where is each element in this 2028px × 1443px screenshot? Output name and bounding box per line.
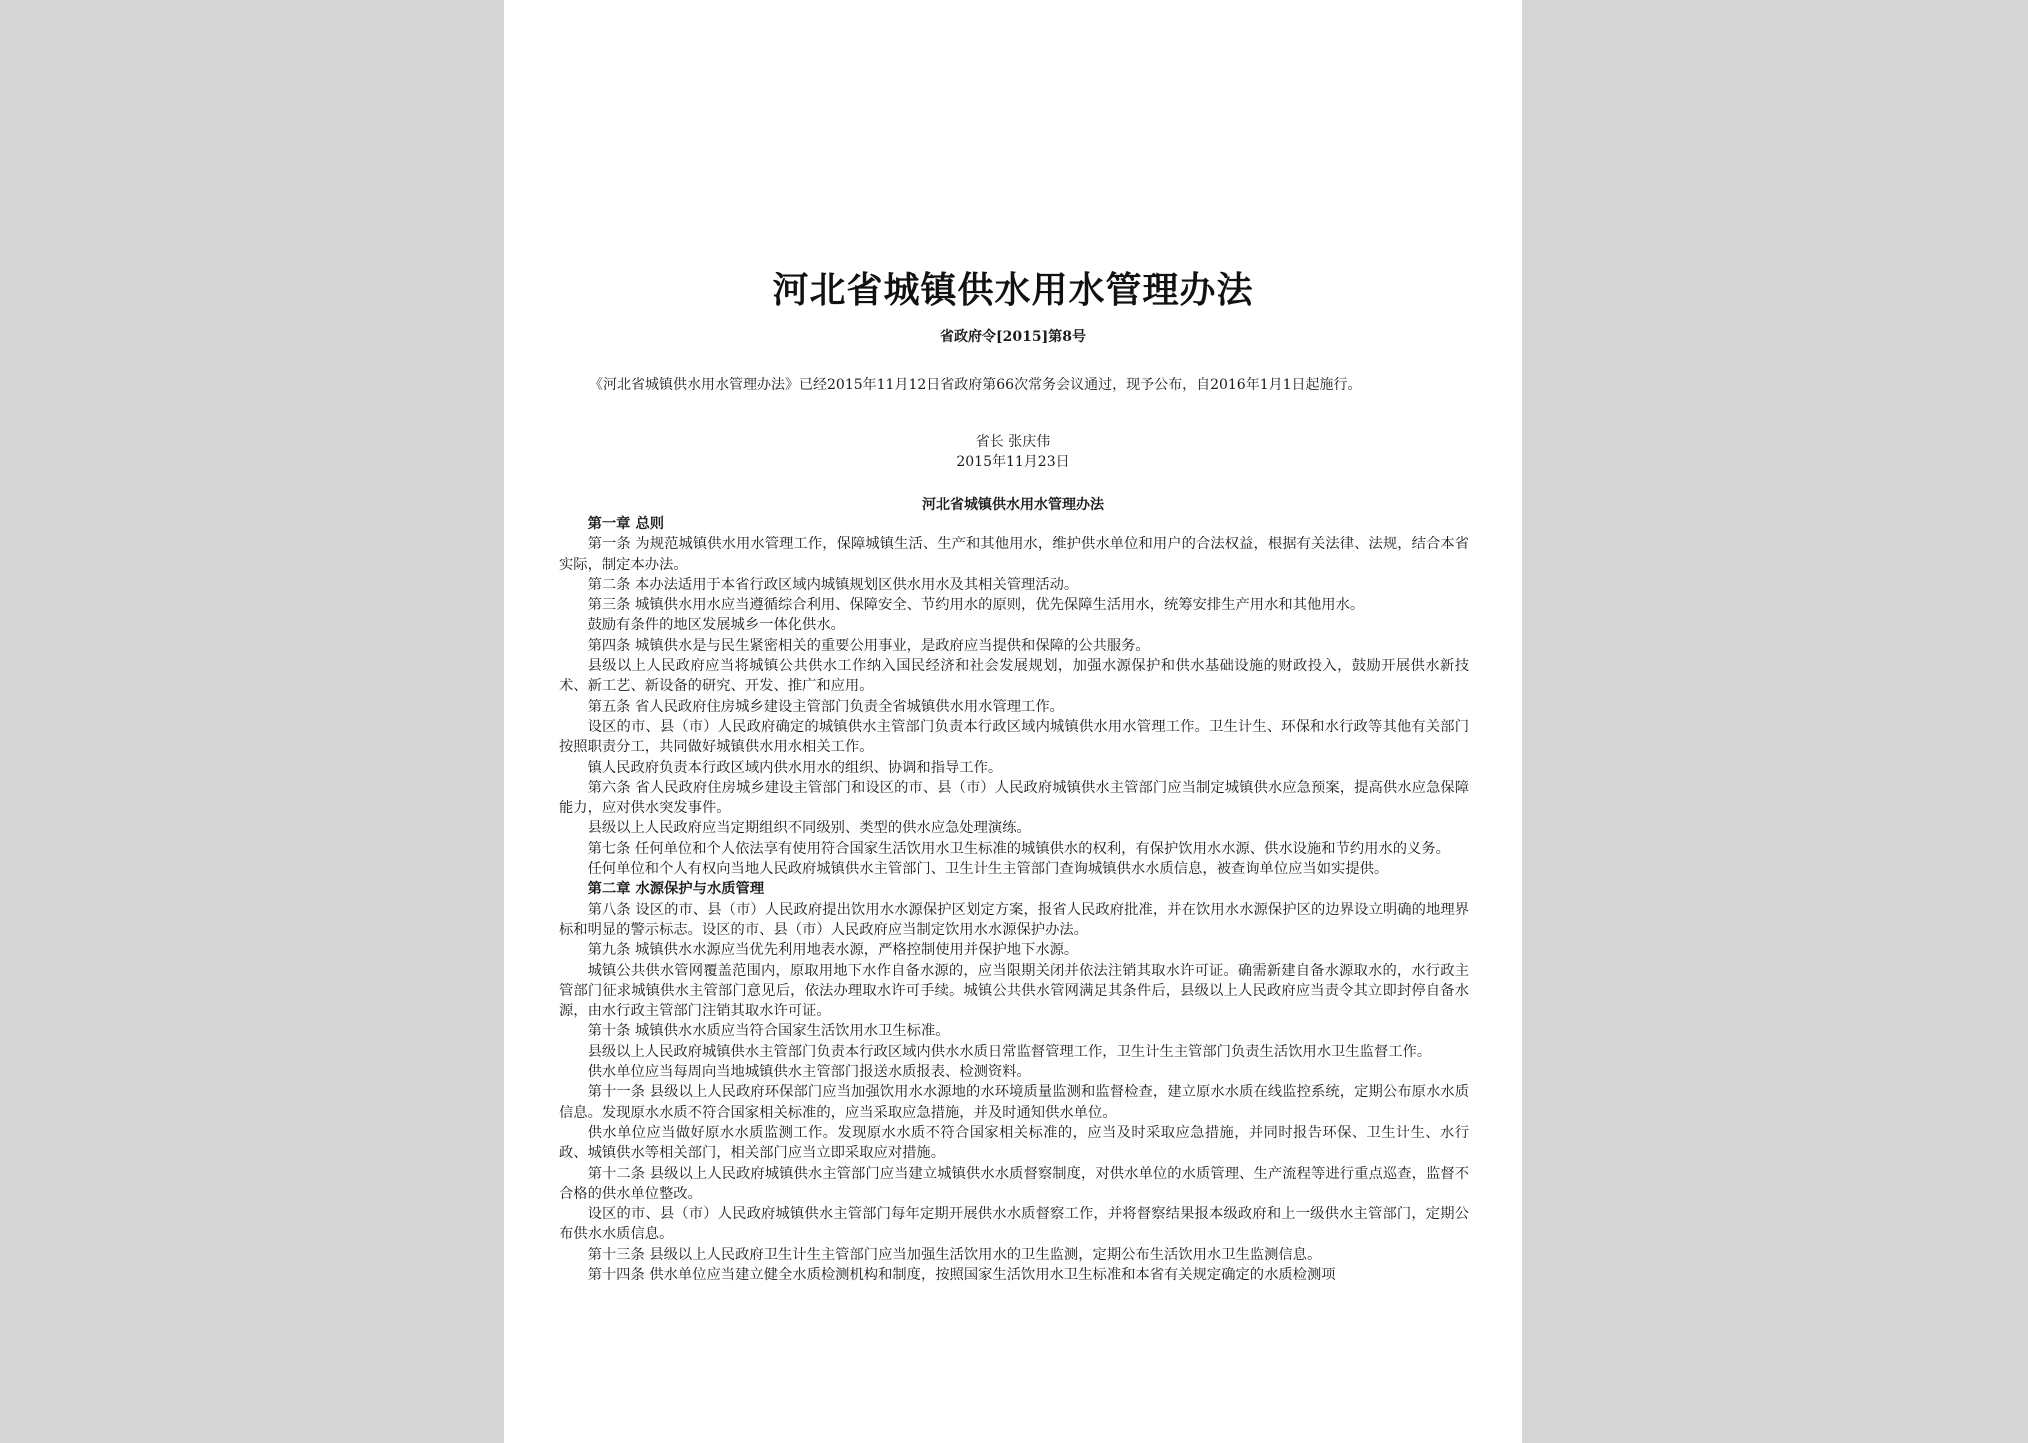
document-page (504, 0, 1522, 1443)
document-title: 河北省城镇供水用水管理办法 (772, 269, 1254, 311)
article-paragraph: 供水单位应当每周向当地城镇供水主管部门报送水质报表、检测资料。 (587, 1064, 1031, 1081)
regulation-title: 河北省城镇供水用水管理办法 (922, 497, 1104, 513)
article-paragraph: 县级以上人民政府应当将城镇公共供水工作纳入国民经济和社会发展规划，加强水源保护和供水基础设施的财政投入，鼓励开展供水新技术、新工艺、新设备的研究、开发、推广和应用。 (559, 658, 1469, 695)
article-paragraph: 镇人民政府负责本行政区域内供水用水的组织、协调和指导工作。 (587, 759, 1003, 776)
article-paragraph: 任何单位和个人有权向当地人民政府城镇供水主管部门、卫生计生主管部门查询城镇供水水质信息，被查询单位应当如实提供。 (587, 861, 1389, 878)
regulation-body (559, 514, 1469, 1285)
order-number: 省政府令[2015]第8号 (940, 329, 1086, 345)
article-paragraph: 第八条 设区的市、县（市）人民政府提出饮用水水源保护区划定方案，报省人民政府批准，并在饮用水水源保护区的边界设立明确的地理界标和明显的警示标志。设区的市、县（市）人民政府应当制定饮用水水源保护办法。 (559, 901, 1469, 938)
article-paragraph: 第二条 本办法适用于本省行政区域内城镇规划区供水用水及其相关管理活动。 (587, 576, 1079, 593)
article-paragraph: 第五条 省人民政府住房城乡建设主管部门负责全省城镇供水用水管理工作。 (587, 698, 1064, 715)
article-paragraph: 第十一条 县级以上人民政府环保部门应当加强饮用水水源地的水环境质量监测和监督检查，建立原水水质在线监控系统，定期公布原水水质信息。发现原水水质不符合国家相关标准的，应当采取应急措施，并及时通知供水单位。 (559, 1084, 1469, 1121)
article-paragraph: 设区的市、县（市）人民政府确定的城镇供水主管部门负责本行政区域内城镇供水用水管理工作。卫生计生、环保和水行政等其他有关部门按照职责分工，共同做好城镇供水用水相关工作。 (559, 718, 1469, 756)
article-paragraph: 第十条 城镇供水水质应当符合国家生活饮用水卫生标准。 (587, 1023, 950, 1040)
article-paragraph: 县级以上人民政府城镇供水主管部门负责本行政区域内供水水质日常监督管理工作，卫生计生主管部门负责生活饮用水卫生监督工作。 (587, 1043, 1432, 1060)
article-paragraph: 供水单位应当做好原水水质监测工作。发现原水水质不符合国家相关标准的，应当及时采取应急措施，并同时报告环保、卫生计生、水行政、城镇供水等相关部门，相关部门应当立即采取应对措施。 (559, 1124, 1469, 1162)
article-paragraph: 第九条 城镇供水水源应当优先利用地表水源，严格控制使用并保护地下水源。 (587, 942, 1079, 959)
article-paragraph: 鼓励有条件的地区发展城乡一体化供水。 (587, 617, 845, 634)
article-paragraph: 第四条 城镇供水是与民生紧密相关的重要公用事业，是政府应当提供和保障的公共服务。 (587, 637, 1150, 654)
chapter-heading: 第一章 总则 (587, 516, 665, 532)
signing-date: 2015年11月23日 (956, 454, 1070, 470)
article-paragraph: 第十二条 县级以上人民政府城镇供水主管部门应当建立城镇供水水质督察制度，对供水单位的水质管理、生产流程等进行重点巡查，监督不合格的供水单位整改。 (559, 1165, 1469, 1202)
chapter-heading: 第二章 水源保护与水质管理 (587, 881, 765, 898)
article-paragraph: 第一条 为规范城镇供水用水管理工作，保障城镇生活、生产和其他用水，维护供水单位和用户的合法权益，根据有关法律、法规，结合本省实际，制定本办法。 (559, 536, 1469, 573)
article-paragraph: 城镇公共供水管网覆盖范围内，原取用地下水作自备水源的，应当限期关闭并依法注销其取水许可证。确需新建自备水源取水的，水行政主管部门征求城镇供水主管部门意见后，依法办理取水许可手续。城镇公共供水管网满足其条件后，县级以上人民政府应当责令其立即封停自备水源，由水行政主管部门注销其取水许可证。 (559, 962, 1469, 1020)
article-paragraph: 第十三条 县级以上人民政府卫生计生主管部门应当加强生活饮用水的卫生监测，定期公布生活饮用水卫生监测信息。 (587, 1246, 1322, 1263)
article-paragraph: 县级以上人民政府应当定期组织不同级别、类型的供水应急处理演练。 (587, 820, 1031, 837)
signer-name: 省长 张庆伟 (975, 434, 1051, 450)
article-paragraph: 第六条 省人民政府住房城乡建设主管部门和设区的市、县（市）人民政府城镇供水主管部门应当制定城镇供水应急预案，提高供水应急保障能力，应对供水突发事件。 (559, 779, 1469, 817)
signature-block (504, 432, 1522, 472)
article-paragraph: 第七条 任何单位和个人依法享有使用符合国家生活饮用水卫生标准的城镇供水的权利，有保护饮用水水源、供水设施和节约用水的义务。 (587, 840, 1450, 857)
article-paragraph: 第三条 城镇供水用水应当遵循综合利用、保障安全、节约用水的原则，优先保障生活用水，统筹安排生产用水和其他用水。 (587, 597, 1365, 614)
article-paragraph: 设区的市、县（市）人民政府城镇供水主管部门每年定期开展供水水质督察工作，并将督察结果报本级政府和上一级供水主管部门，定期公布供水水质信息。 (559, 1206, 1469, 1243)
promulgation-statement: 《河北省城镇供水用水管理办法》已经2015年11月12日省政府第66次常务会议通过，现予公布，自2016年1月1日起施行。 (589, 377, 1362, 393)
article-paragraph: 第十四条 供水单位应当建立健全水质检测机构和制度，按照国家生活饮用水卫生标准和本省有关规定确定的水质检测项 (587, 1266, 1336, 1283)
